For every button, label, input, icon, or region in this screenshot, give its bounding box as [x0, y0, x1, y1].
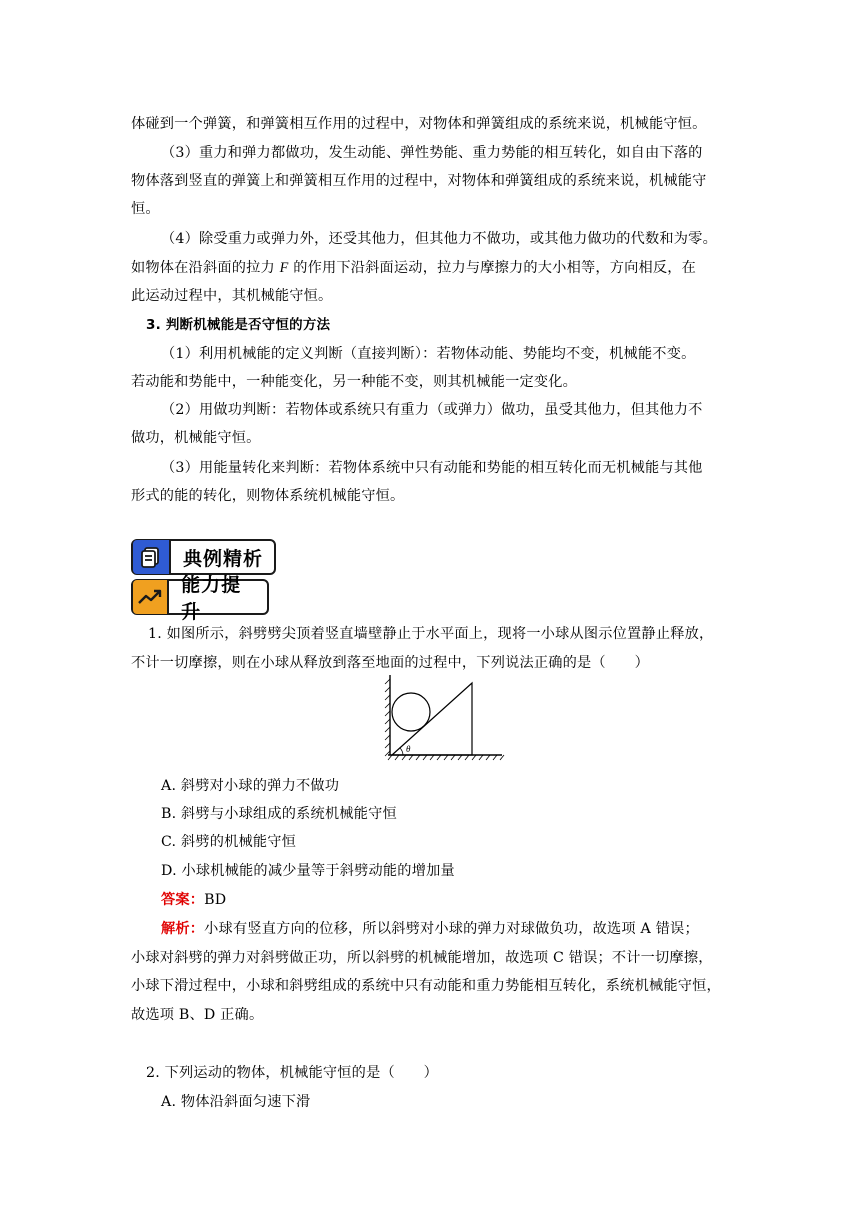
question-stem: 不计一切摩擦，则在小球从释放到落至地面的过程中，下列说法正确的是（ ）: [131, 655, 649, 671]
text-line: （2）用做功判断：若物体或系统只有重力（或弹力）做功，虽受其他力，但其他力不: [161, 402, 703, 418]
analysis-text: 小球有竖直方向的位移，所以斜劈对小球的弹力对球做负功，故选项 A 错误；: [204, 921, 699, 937]
text-line: 物体落到竖直的弹簧上和弹簧相互作用的过程中，对物体和弹簧组成的系统来说，机械能守: [131, 173, 707, 189]
text-span: 如物体在沿斜面的拉力: [131, 260, 275, 276]
text-line: 做功，机械能守恒。: [131, 430, 261, 446]
option-b: B. 斜劈与小球组成的系统机械能守恒: [161, 806, 397, 822]
banner-title: 能力提升: [181, 574, 242, 623]
option-c: C. 斜劈的机械能守恒: [161, 834, 297, 850]
text-line: [131, 258, 731, 278]
wedge-ball-figure: [378, 673, 506, 765]
document-icon: [133, 540, 171, 574]
banner-title: 典例精析: [183, 547, 264, 570]
analysis-line: 小球下滑过程中，小球和斜劈组成的系统中只有动能和重力势能相互转化，系统机械能守恒，: [131, 978, 721, 994]
analysis-label: 解析：: [161, 921, 205, 937]
question-stem: 2. 下列运动的物体，机械能守恒的是（ ）: [146, 1065, 439, 1081]
text-line: （4）除受重力或弹力外，还受其他力，但其他力不做功，或其他力做功的代数和为零。: [161, 231, 717, 247]
text-line: 体碰到一个弹簧，和弹簧相互作用的过程中，对物体和弹簧组成的系统来说，机械能守恒。: [131, 116, 707, 132]
section-heading: 3. 判断机械能是否守恒的方法: [146, 317, 331, 333]
option-d: D. 小球机械能的减少量等于斜劈动能的增加量: [161, 863, 455, 879]
option-a: A. 物体沿斜面匀速下滑: [161, 1094, 311, 1110]
analysis-line: 小球对斜劈的弹力对斜劈做正功，所以斜劈的机械能增加，故选项 C 错误；不计一切摩擦，: [131, 950, 713, 966]
text-span: 的作用下沿斜面运动，拉力与摩擦力的大小相等，方向相反，在: [293, 260, 697, 276]
text-line: 恒。: [131, 201, 160, 217]
answer-line: [161, 890, 761, 910]
trend-up-icon: [133, 580, 169, 614]
banner-ability-improvement: [131, 574, 269, 623]
answer-value: BD: [204, 892, 227, 908]
text-line: 若动能和势能中，一种能变化，另一种能不变，则其机械能一定变化。: [131, 374, 578, 390]
text-line: 此运动过程中，其机械能守恒。: [131, 288, 333, 304]
question-stem: 1. 如图所示，斜劈劈尖顶着竖直墙壁静止于水平面上，现将一小球从图示位置静止释放，: [148, 626, 714, 642]
answer-label: 答案：: [161, 892, 205, 908]
force-symbol: F: [279, 260, 289, 276]
theta-label: θ: [406, 744, 411, 754]
text-line: （1）利用机械能的定义判断（直接判断）：若物体动能、势能均不变，机械能不变。: [161, 346, 696, 362]
text-line: （3）用能量转化来判断：若物体系统中只有动能和势能的相互转化而无机械能与其他: [161, 460, 703, 476]
option-a: A. 斜劈对小球的弹力不做功: [161, 778, 340, 794]
analysis-line: 故选项 B、D 正确。: [131, 1007, 264, 1023]
text-line: （3）重力和弹力都做功，发生动能、弹性势能、重力势能的相互转化，如自由下落的: [161, 145, 703, 161]
text-line: 形式的能的转化，则物体系统机械能守恒。: [131, 488, 405, 504]
analysis-line: [161, 919, 761, 939]
